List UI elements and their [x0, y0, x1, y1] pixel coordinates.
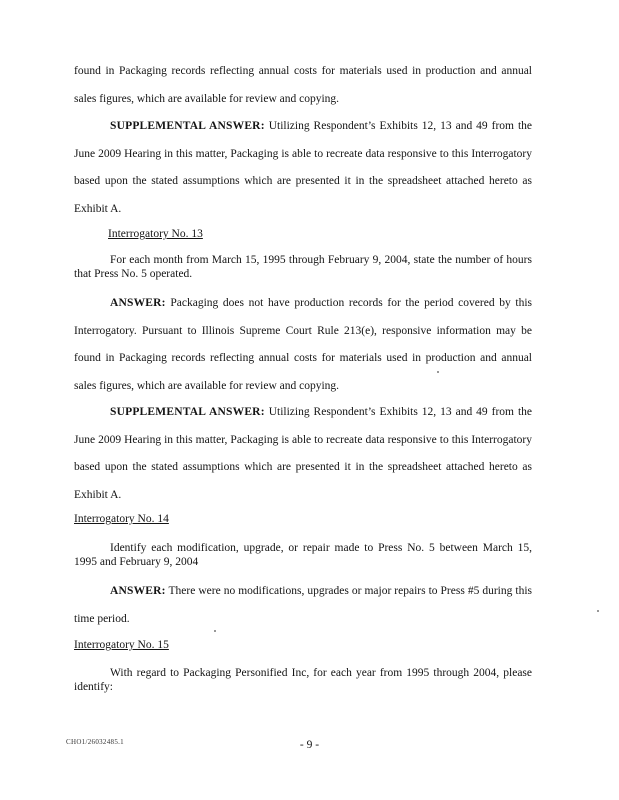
- supplemental-answer-text: Utilizing Respondent’s Exhibits 12, 13 and 49 from the June 2009 Hearing in this matter, Packaging is able to recreate data responsive to this Interrogatory based upon the stated assumptions which are presented it in the spreadsheet attached hereto as Exhibit A.: [74, 406, 532, 501]
- answer-text: There were no modifications, upgrades or major repairs to Press #5 during this time period.: [74, 585, 532, 625]
- answer-label: ANSWER:: [110, 585, 166, 597]
- answer-13: [74, 290, 532, 400]
- supplemental-answer-label: SUPPLEMENTAL ANSWER:: [110, 406, 265, 418]
- supplemental-answer-text: Utilizing Respondent’s Exhibits 12, 13 and 49 from the June 2009 Hearing in this matter, Packaging is able to recreate data responsive to this Interrogatory based upon the stated assumptions which are presented it in the spreadsheet attached hereto as Exhibit A.: [74, 120, 532, 215]
- interrogatory-14-question: Identify each modification, upgrade, or repair made to Press No. 5 between March 15, 1995 and February 9, 2004: [74, 542, 532, 568]
- supplemental-answer-2: [74, 399, 532, 509]
- answer-14: [74, 578, 532, 633]
- page-number: - 9 -: [299, 739, 320, 751]
- supplemental-answer-label: SUPPLEMENTAL ANSWER:: [110, 120, 265, 132]
- scan-speck: [597, 610, 599, 612]
- supplemental-answer-1: [74, 113, 532, 223]
- interrogatory-13-heading: Interrogatory No. 13: [108, 228, 203, 240]
- interrogatory-15-question: With regard to Packaging Personified Inc, for each year from 1995 through 2004, please identify:: [74, 667, 532, 693]
- footer-document-id: CHO1/26032485.1: [66, 738, 124, 746]
- interrogatory-14-heading: Interrogatory No. 14: [74, 513, 169, 525]
- answer-text: Packaging does not have production records for the period covered by this Interrogatory. Pursuant to Illinois Supreme Court Rule 213(e), responsive information may be found in Packaging records reflecting annual costs for materials used in production and annual sales figures, which are available for review and copying.: [74, 297, 532, 392]
- interrogatory-13-question: For each month from March 15, 1995 through February 9, 2004, state the number of hours that Press No. 5 operated.: [74, 254, 532, 280]
- interrogatory-15-heading: Interrogatory No. 15: [74, 639, 169, 651]
- answer-label: ANSWER:: [110, 297, 166, 309]
- scan-speck: [214, 630, 216, 632]
- paragraph-continuation: found in Packaging records reflecting annual costs for materials used in production and annual sales figures, which are available for review and copying.: [74, 65, 532, 105]
- scan-speck: [437, 371, 439, 373]
